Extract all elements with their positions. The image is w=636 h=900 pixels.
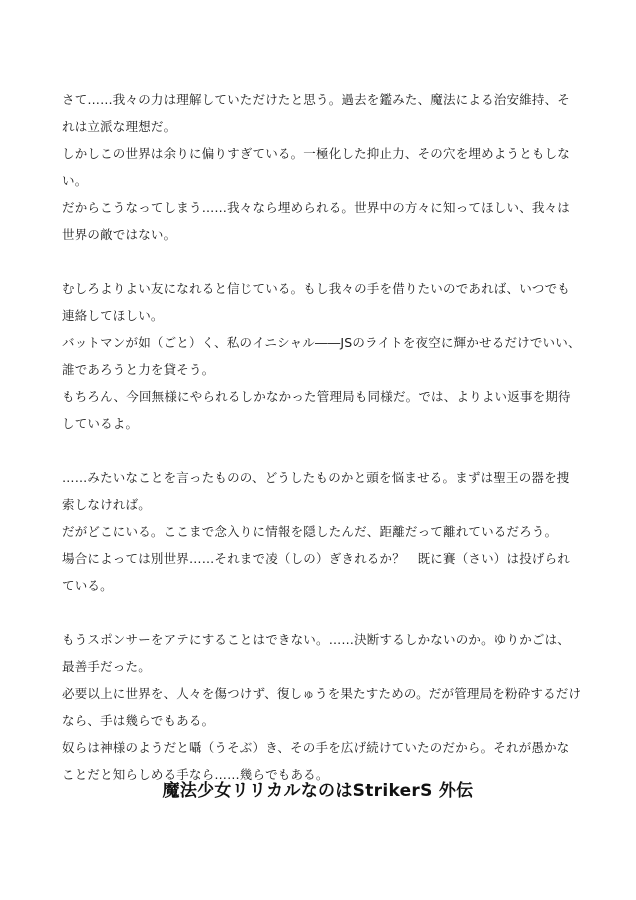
body-text (62, 86, 582, 788)
footer-title: 魔法少女リリカルなのはStrikerS 外伝 (162, 781, 474, 801)
paragraph-1 (62, 86, 582, 248)
paragraph-3 (62, 464, 582, 599)
text-line: だからこうなってしまう……我々なら埋められる。世界中の方々に知ってほしい、我々は世界の敵ではない。 (62, 200, 571, 242)
paragraph-gap (62, 599, 582, 626)
text-line: むしろよりよい友になれると信じている。もし我々の手を借りたいのであれば、いつでも連絡してほしい。 (62, 281, 571, 323)
paragraph-4 (62, 626, 582, 788)
text-line: 必要以上に世界を、人々を傷つけず、復しゅうを果たすための。だが管理局を粉砕するだけなら、手は幾らでもある。 (62, 686, 582, 728)
text-line: 場合によっては別世界……それまで凌（しの）ぎきれるか？ 既に賽（さい）は投げられている。 (62, 551, 571, 593)
paragraph-2 (62, 275, 582, 437)
text-line: しかしこの世界は余りに偏りすぎている。一極化した抑止力、その穴を埋めようともしない。 (62, 146, 571, 188)
text-line: 奴らは神様のようだと囁（うそぶ）き、その手を広げ続けていたのだから。それが愚かなことだと知らしめる手なら……幾らでもある。 (62, 740, 570, 782)
text-line: もちろん、今回無様にやられるしかなかった管理局も同様だ。では、よりよい返事を期待しているよ。 (62, 389, 571, 431)
text-line: さて……我々の力は理解していただけたと思う。過去を鑑みた、魔法による治安維持、それは立派な理想だ。 (62, 92, 571, 134)
paragraph-gap (62, 248, 582, 275)
text-line: だがどこにいる。ここまで念入りに情報を隠したんだ、距離だって離れているだろう。 (62, 524, 558, 539)
paragraph-gap (62, 437, 582, 464)
text-line: ……みたいなことを言ったものの、どうしたものかと頭を悩ませる。まずは聖王の器を捜索しなければ。 (62, 470, 570, 512)
text-line: バットマンが如（ごと）く、私のイニシャル――JSのライトを夜空に輝かせるだけでいい、誰であろうと力を貸そう。 (62, 335, 581, 377)
text-line: もうスポンサーをアテにすることはできない。……決断するしかないのか。ゆりかごは、最善手だった。 (62, 632, 571, 674)
